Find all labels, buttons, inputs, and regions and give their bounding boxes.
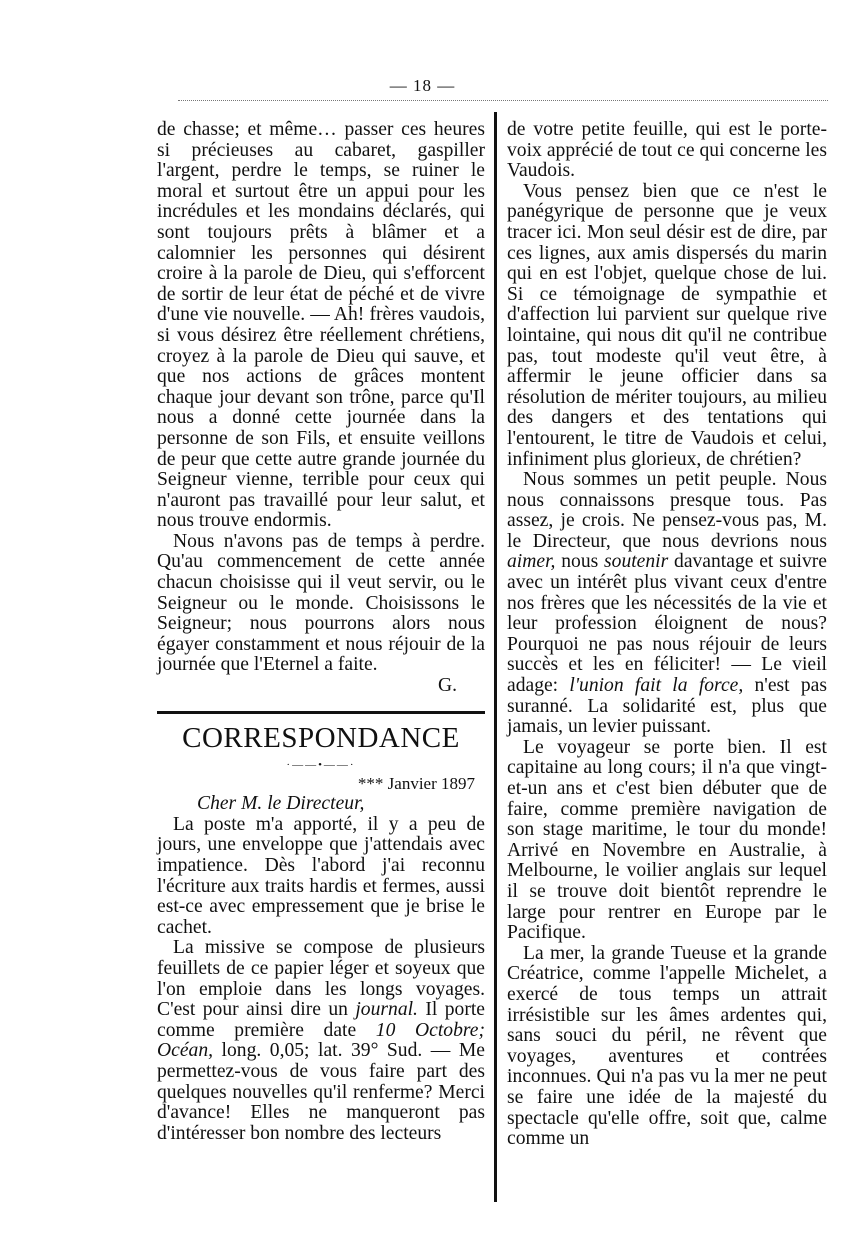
ornament: ·——•——· [286, 758, 356, 771]
right-paragraph-4: Le voyageur se porte bien. Il est capitaine au long cours; il n'a que vingt-et-un ans et c'est bien débuter que de faire, comme première navigation de son stage maritime, le tour du monde! Arrivé en Novembre en Australie, à Melbourne, le voilier anglais sur lequel il se trouve doit bientôt reprendre le large pour rentrer en Europe par le Pacifique. [507, 736, 827, 944]
soutenir-italic: soutenir [604, 551, 669, 573]
right-paragraph-1: de votre petite feuille, qui est le porte-voix apprécié de tout ce qui concerne les Vaudois. [507, 119, 827, 182]
left-paragraph-2 [157, 532, 485, 676]
adage-italic: l'union fait la force, [569, 675, 744, 697]
right-paragraph-3-part-4: n'est pas suranné. La solidarité est, plus que jamais, un levier puissant. [507, 675, 827, 738]
letter-paragraph-2-part-1: La missive se compose de plusieurs feuillets de ce papier léger et soyeux que l'on emploie dans les longs voyages. C'est pour ainsi dire un [157, 937, 485, 1021]
signature: G. [437, 675, 457, 697]
journal-italic: journal. [355, 999, 418, 1021]
section-title: CORRESPONDANCE [182, 721, 460, 754]
letter-paragraph-2-part-2: Il porte comme première date [157, 999, 485, 1041]
right-paragraph-2: Vous pensez bien que ce n'est le panégyrique de personne que je veux tracer ici. Mon seul désir est de dire, par ces lignes, aux amis dispersés du marin qui en est l'objet, quelque chose de lui. Si ce témoignage de sympathie et d'affection lui parvient sur quelque rive lointaine, qui nous dit qu'il ne contribue pas, tout modeste qu'il veut être, à affermir le jeune officier dans sa résolution de mériter toujours, au milieu des dangers et des tentations qui l'entourent, le titre de Vaudois et celui, infiniment plus glorieux, de chrétien? [507, 180, 827, 470]
date-italic: 10 Octobre; Océan, [157, 1019, 485, 1062]
right-column [507, 120, 827, 1150]
salutation: Cher M. le Directeur, [197, 793, 365, 815]
left-column [157, 120, 485, 1144]
letter-paragraph-1: La poste m'a apporté, il y a peu de jours, une enveloppe que j'attendais avec impatience. Dès l'abord j'ai reconnu l'écriture aux traits hardis et fermes, aussi est-ce avec empressement que je brise le cachet. [157, 813, 485, 938]
letter-paragraph-2-part-3: long. 0,05; lat. 39° Sud. — Me permettez-vous de vous faire part des quelques nouvelles qu'il renferme? Merci d'avance! Elles ne manqueront pas d'intéresser bon nombre des lecteurs [157, 1040, 485, 1144]
letter-paragraph-2 [157, 938, 485, 1144]
signature-line [157, 676, 485, 697]
page-number: — 18 — [389, 76, 456, 95]
dateline: *** Janvier 1897 [357, 773, 475, 793]
column-divider [494, 112, 497, 1202]
left-paragraph-2-text: Nous n'avons pas de temps à perdre. Qu'au commencement de cette année chacun choisisse qui il veut servir, ou le Seigneur ou le monde. Choisissons le Seigneur; nous pourrons alors nous égayer constamment et nous réjouir de la journée que l'Eternel a faite. [157, 530, 485, 676]
header-rule [178, 100, 828, 101]
section-rule [157, 711, 485, 714]
right-paragraph-3 [507, 470, 827, 738]
left-paragraph-1: de chasse; et même… passer ces heures si précieuses au cabaret, gaspiller l'argent, perdre le temps, se ruiner le moral et surtout être un appui pour les incrédules et les mondains déclarés, qui sont toujours prêts à blâmer et a calomnier les personnes qui désirent croire à la parole de Dieu, qui s'efforcent de sortir de leur état de péché et de vivre d'une vie nouvelle. — Ah! frères vaudois, si vous désirez être réellement chrétiens, croyez à la parole de Dieu qui sauve, et que nos actions de grâces montent chaque jour devant son trône, parce qu'Il nous a donné cette journée dans la personne de son Fils, et ensuite veillons de peur que cette autre grande journée du Seigneur vienne, terrible pour ceux qui n'auront pas travaillé pour leur salut, et nous trouve endormis. [157, 119, 485, 532]
right-paragraph-3-part-1: Nous sommes un petit peuple. Nous nous connaissons presque tous. Pas assez, je crois. Ne pensez-vous pas, M. le Directeur, que nous devrions nous [507, 469, 827, 552]
right-paragraph-5: La mer, la grande Tueuse et la grande Créatrice, comme l'appelle Michelet, a exercé de tous temps un attrait irrésistible sur les âmes ardentes qui, sans souci du péril, ne rêvent que voyages, aventures et contrées inconnues. Qui n'a pas vu la mer ne peut se faire une idée de la majesté du spectacle qu'elle offre, soit que, calme comme un [507, 942, 827, 1150]
right-paragraph-3-part-3: davantage et suivre avec un intérêt plus vivant ceux d'entre nos frères que les nécessités de la vie et leur profession éloignent de nous? Pourquoi ne pas nous réjouir de leurs succès et les en féliciter! — Le vieil adage: [507, 551, 827, 697]
aimer-italic: aimer, [507, 551, 556, 573]
right-paragraph-3-part-2: nous [555, 551, 605, 573]
